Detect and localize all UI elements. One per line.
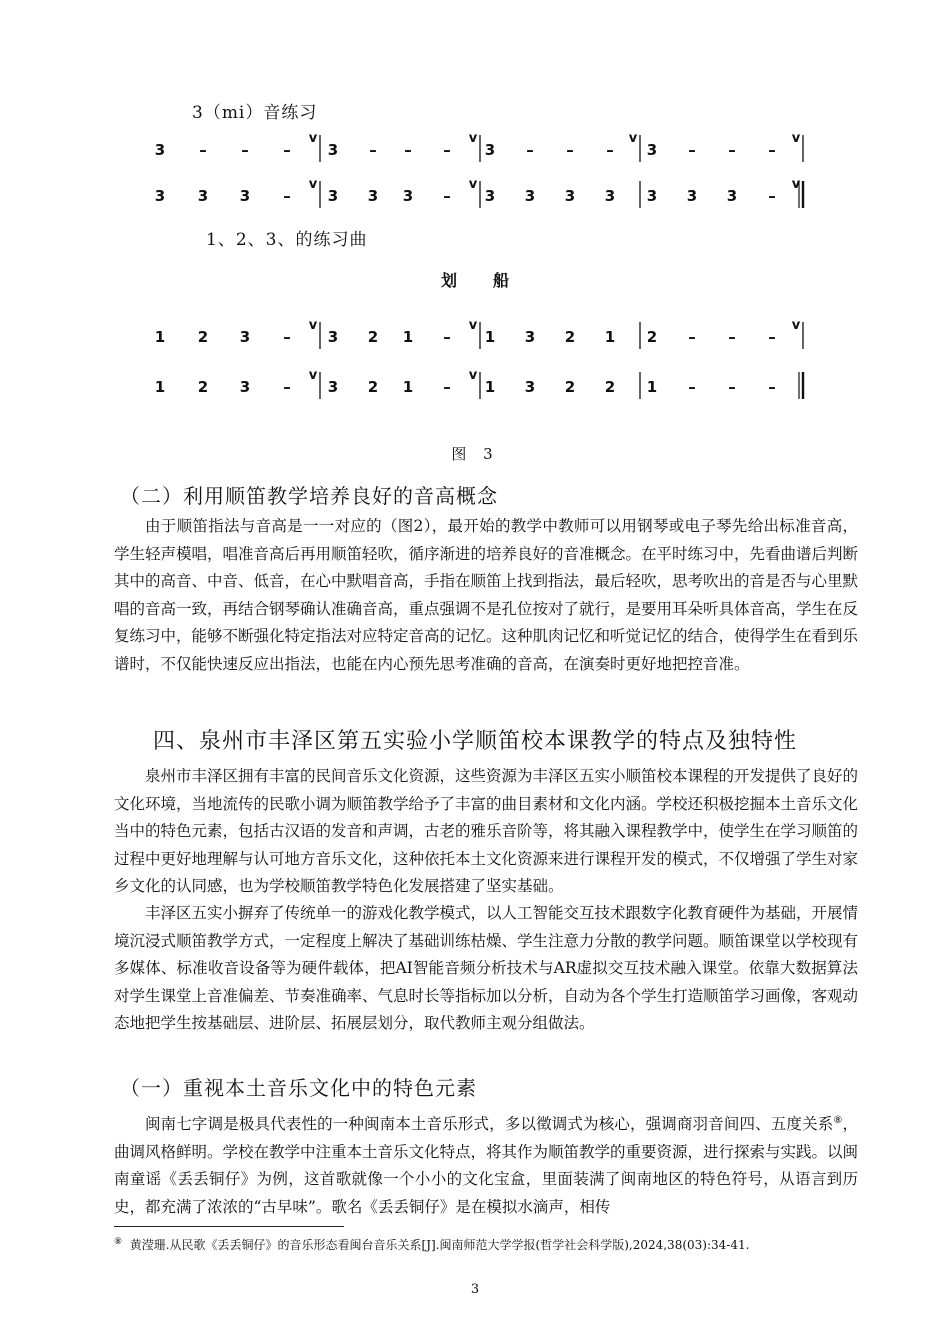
paragraph-text-part1: 闽南七字调是极具代表性的一种闽南本土音乐形式，多以徵调式为核心，强调商羽音间四、五度关系 — [145, 1115, 834, 1134]
paragraph-ai-teaching: 丰泽区五实小摒弃了传统单一的游戏化教学模式，以人工智能交互技术跟数字化教育硬件为基础，开展情境沉浸式顺笛教学方式，一定程度上解决了基础训练枯燥、学生注意力分散的教学问题。顺笛课堂以学校现有多媒体、标准收音设备等为硬件载体，把AI智能音频分析技术与AR虚拟交互技术融入课堂。依靠大数据算法对学生课堂上音准偏差、节奏准确率、气息时长等指标加以分析，自动为各个学生打造顺笛学习画像，客观动态地把学生按基础层、进阶层、拓展层划分，取代教师主观分组做法。 — [114, 904, 859, 1032]
footnote-mark: ⑧ — [114, 1237, 123, 1247]
score-note: 2 — [646, 328, 658, 346]
score-note: – — [566, 141, 574, 159]
score-note: – — [283, 187, 291, 205]
footnote-divider — [114, 1226, 344, 1227]
score-note: 3 — [646, 141, 658, 159]
score-note: 1 — [154, 378, 166, 396]
breath-mark: v — [468, 318, 478, 333]
score-note: 2 — [604, 378, 616, 396]
score-note: – — [241, 141, 249, 159]
score-note: – — [283, 141, 291, 159]
section-heading-local-culture: （一）重视本土音乐文化中的特色元素 — [120, 1076, 477, 1100]
score-note: 3 — [524, 187, 536, 205]
chapter-heading-four: 四、泉州市丰泽区第五实验小学顺笛校本课教学的特点及独特性 — [152, 729, 797, 754]
paragraph-resources: 泉州市丰泽区拥有丰富的民间音乐文化资源，这些资源为丰泽区五实小顺笛校本课程的开发提供了良好的文化环境，当地流传的民歌小调为顺笛教学给予了丰富的曲目素材和文化内涵。学校还积极挖掘本土音乐文化当中的特色元素，包括古汉语的发音和声调，古老的雅乐音阶等，将其融入课程教学中，使学生在学习顺笛的过程中更好地理解与认可地方音乐文化，这种依托本土文化资源来进行课程开发的模式，不仅增强了学生对家乡文化的认同感，也为学校顺笛教学特色化发展搭建了坚实基础。 — [114, 767, 859, 895]
score-note: 2 — [197, 378, 209, 396]
paragraph-local-culture — [114, 1107, 858, 1221]
score-note: 3 — [524, 328, 536, 346]
score-note: – — [728, 378, 736, 396]
score-note: 3 — [402, 187, 414, 205]
score-note: 3 — [564, 187, 576, 205]
paragraph-pitch: 由于顺笛指法与音高是一一对应的（图2），最开始的教学中教师可以用钢琴或电子琴先给出标准音高，学生轻声模唱，唱准音高后再用顺笛轻吹，循序渐进的培养良好的音准概念。在平时练习中，先看曲谱后判断其中的高音、中音、低音，在心中默唱音高，手指在顺笛上找到指法，最后轻吹，思考吹出的音是否与心里默唱的音高一致，再结合钢琴确认准确音高，重点强调不是孔位按对了就行，是要用耳朵听具体音高，学生在反复练习中，能够不断强化特定指法对应特定音高的记忆。这种肌肉记忆和听觉记忆的结合，使得学生在看到乐谱时，不仅能快速反应出指法，也能在内心预先思考准确的音高，在演奏时更好地把控音准。 — [114, 517, 859, 673]
score-note: 3 — [646, 187, 658, 205]
footnote-ref-mark: ⑧ — [833, 1115, 843, 1126]
score-note: – — [283, 378, 291, 396]
score-note: 1 — [484, 328, 496, 346]
breath-mark: v — [791, 318, 801, 333]
score-note: – — [768, 378, 776, 396]
score-note: 1 — [646, 378, 658, 396]
score-note: 1 — [484, 378, 496, 396]
paragraph-text-part2: ，曲调风格鲜明。学校在教学中注重本土音乐文化特点，将其作为顺笛教学的重要资源，进行探索与实践。以闽南童谣《丢丢铜仔》为例，这首歌就像一个小小的文化宝盒，里面装满了闽南地区的特色符号，从语言到历史，都充满了浓浓的“古早味”。歌名《丢丢铜仔》是在模拟水滴声，相传 — [114, 1115, 859, 1216]
score-note: 3 — [197, 187, 209, 205]
score-note: 1 — [604, 328, 616, 346]
breath-mark: v — [791, 131, 801, 146]
score-note: – — [526, 141, 534, 159]
breath-mark: v — [308, 368, 318, 383]
score-note: – — [688, 328, 696, 346]
score-note: 3 — [327, 141, 339, 159]
breath-mark: v — [468, 131, 478, 146]
score-note: – — [688, 141, 696, 159]
page-number: 3 — [470, 1282, 480, 1297]
breath-mark: v — [308, 318, 318, 333]
score-note: – — [728, 141, 736, 159]
footnote-text: 黄滢珊.从民歌《丢丢铜仔》的音乐形态看闽台音乐关系[J].闽南师范大学学报(哲学社会科学版),2024,38(03):34-41. — [129, 1238, 750, 1252]
score-note: 3 — [484, 141, 496, 159]
breath-mark: v — [308, 131, 318, 146]
score-note: – — [728, 328, 736, 346]
score-note: 2 — [367, 328, 379, 346]
score-note: 2 — [564, 328, 576, 346]
score-note: 3 — [327, 328, 339, 346]
score-note: 3 — [686, 187, 698, 205]
score-note: 3 — [484, 187, 496, 205]
figure-label: 图 3 — [451, 445, 499, 463]
breath-mark: v — [468, 177, 478, 192]
song-title: 划船 — [440, 271, 545, 290]
score-note: 1 — [402, 378, 414, 396]
score-note: 1 — [402, 328, 414, 346]
score-note: 2 — [197, 328, 209, 346]
score-note: – — [283, 328, 291, 346]
score-note: – — [404, 141, 412, 159]
score-note: 3 — [154, 141, 166, 159]
score-note: – — [443, 378, 451, 396]
score-note: 3 — [604, 187, 616, 205]
score-note: 3 — [239, 378, 251, 396]
score-note: 3 — [524, 378, 536, 396]
score-note: – — [768, 328, 776, 346]
score-note: 3 — [367, 187, 379, 205]
score-note: 1 — [154, 328, 166, 346]
score-note: – — [443, 141, 451, 159]
caption-123-practice: 1、2、3、的练习曲 — [206, 230, 368, 250]
score-note: 3 — [327, 378, 339, 396]
score-note: – — [199, 141, 207, 159]
footnote — [114, 1236, 749, 1253]
score-note: 2 — [564, 378, 576, 396]
score-note: 3 — [154, 187, 166, 205]
score-note: – — [768, 141, 776, 159]
score-note: – — [768, 187, 776, 205]
section-heading-pitch: （二）利用顺笛教学培养良好的音高概念 — [120, 484, 498, 508]
breath-mark: v — [628, 131, 638, 146]
score-note: – — [443, 187, 451, 205]
numbered-score — [0, 0, 950, 420]
score-note: – — [443, 328, 451, 346]
score-note: 3 — [327, 187, 339, 205]
score-note: 3 — [239, 328, 251, 346]
breath-mark: v — [468, 368, 478, 383]
score-note: 3 — [726, 187, 738, 205]
caption-mi-practice: 3（mi）音练习 — [192, 103, 318, 123]
breath-mark: v — [308, 177, 318, 192]
score-note: – — [369, 141, 377, 159]
score-note: – — [688, 378, 696, 396]
score-note: 3 — [239, 187, 251, 205]
score-note: – — [606, 141, 614, 159]
score-note: 2 — [367, 378, 379, 396]
breath-mark: v — [791, 177, 801, 192]
